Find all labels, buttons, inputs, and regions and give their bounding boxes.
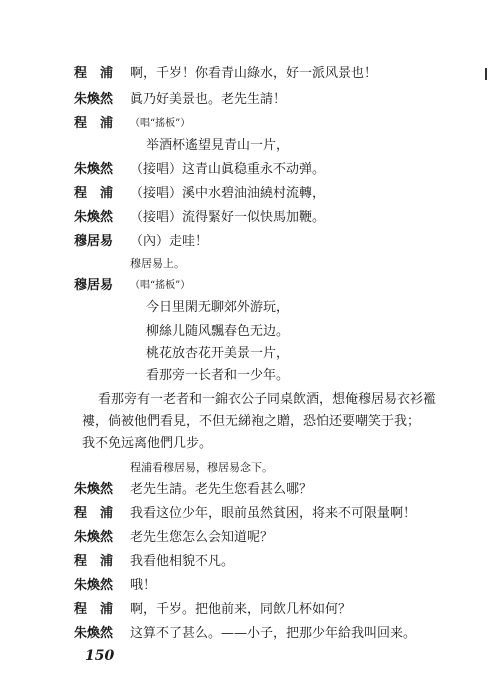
monologue-line	[98, 392, 436, 408]
line-text: 我看这位少年，眼前虽然貧困，将来不可限量啊！	[130, 506, 417, 521]
speaker-label: 朱煥然	[74, 578, 114, 593]
verse-text: 举酒杯遙望見青山一片，	[146, 138, 290, 153]
line-text: 眞乃好美景也。老先生請！	[130, 92, 287, 107]
sing-direction: （唱“搖板”）	[130, 118, 191, 129]
line-text: 老先生請。老先生您看甚么哪？	[130, 482, 313, 497]
stage-direction	[130, 460, 273, 476]
line-text: （接唱）这青山眞稳重永不动弹。	[130, 162, 326, 177]
speaker-label: 程 浦	[74, 66, 114, 81]
verse-text: 今日里閑无聊郊外游玩，	[146, 300, 290, 315]
line-text: （接唱）流得緊好一似快馬加鞭。	[130, 210, 326, 225]
monologue-line	[82, 414, 420, 430]
monologue-text: 褸，倘被他們看見，不但无綈袍之贈，恐怕还要嘲笑于我；	[82, 414, 421, 429]
verse-text: 桃花放杏花开美景一片，	[146, 346, 290, 361]
monologue-text: 我不免远离他們几步。	[82, 436, 213, 451]
speaker-label: 程 浦	[74, 602, 114, 617]
monologue-text: 看那旁有一老者和一錦衣公子同桌飲酒，想俺穆居易衣衫襤	[98, 392, 437, 407]
line-text: 哦！	[130, 578, 157, 593]
verse-text: 柳絲儿随风飄春色无边。	[146, 324, 290, 339]
speaker-label: 朱煥然	[74, 162, 114, 177]
stage-direction-text: 穆居易上。	[130, 257, 185, 270]
speaker-label: 程 浦	[74, 116, 114, 131]
page-number: 150	[85, 648, 115, 664]
speaker-label: 穆居易	[74, 278, 114, 293]
stage-direction-text: 程浦看穆居易，穆居易念下。	[130, 461, 273, 474]
verse-text: 看那旁一长者和一少年。	[146, 368, 290, 383]
line-text: 啊，千岁。把他前来，同飲几杯如何？	[130, 602, 352, 617]
speaker-label: 程 浦	[74, 506, 114, 521]
speaker-label: 程 浦	[74, 186, 114, 201]
line-text: 啊，千岁！你看青山綠水，好一派风景也！	[130, 66, 378, 81]
speaker-label: 朱煥然	[74, 482, 114, 497]
speaker-label: 朱煥然	[74, 530, 114, 545]
line-text: 老先生您怎么会知道呢？	[130, 530, 274, 545]
speaker-label: 穆居易	[74, 234, 114, 249]
monologue-line	[82, 436, 212, 452]
line-text: （接唱）溪中水碧油油繞村流轉，	[130, 186, 326, 201]
line-text: 这算不了甚么。——小子，把那少年給我叫回来。	[130, 626, 417, 641]
speaker-label: 程 浦	[74, 554, 114, 569]
line-text: 我看他相貌不凡。	[130, 554, 235, 569]
speaker-label: 朱煥然	[74, 210, 114, 225]
sing-direction: （唱“搖板”）	[130, 280, 191, 291]
line-text: （內）走哇！	[130, 234, 209, 249]
margin-mark	[485, 68, 487, 80]
speaker-label: 朱煥然	[74, 92, 114, 107]
speaker-label: 朱煥然	[74, 626, 114, 641]
